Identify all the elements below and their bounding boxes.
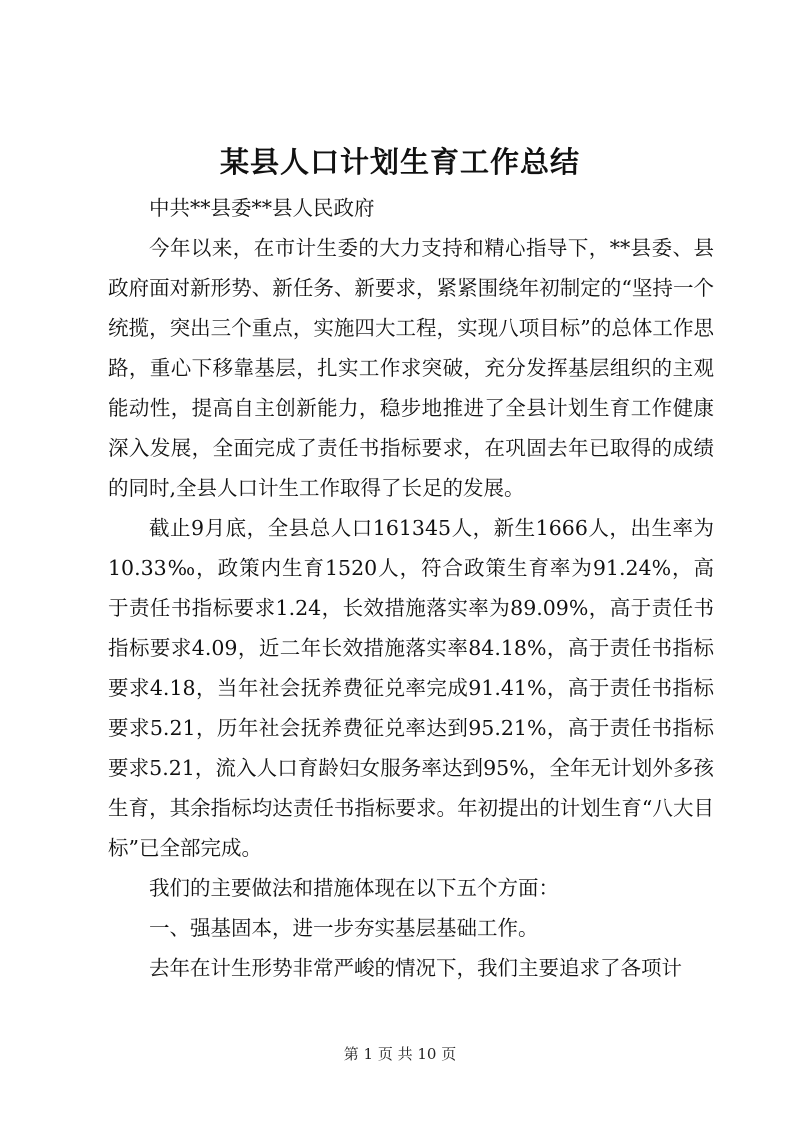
document-title: 某县人口计划生育工作总结	[219, 145, 580, 179]
paragraph-statistics: 截止9月底，全县总人口161345人，新生1666人，出生率为10.33‰，政策内生育1520人，符合政策生育率为91.24%，高于责任书指标要求1.24，长效措施落实率为89.09%，高于责任书指标要求4.09，近二年长效措施落实率84.18%，高于责任书指标要求4.18，当年社会抚养费征兑率完成91.41%，高于责任书指标要求5.21，历年社会抚养费征兑率达到95.21%，高于责任书指标要求5.21，流入人口育龄妇女服务率达到95%，全年无计划外多孩生育，其余指标均达责任书指标要求。年初提出的计划生育“八大目标”已全部完成。	[108, 516, 714, 860]
document-body	[108, 188, 714, 988]
paragraph-intro: 今年以来，在市计生委的大力支持和精心指导下，**县委、县政府面对新形势、新任务、新要求，紧紧围绕年初制定的“坚持一个统揽，突出三个重点，实施四大工程，实现八项目标”的总体工作思路，重心下移靠基层，扎实工作求突破，充分发挥基层组织的主观能动性，提高自主创新能力，稳步地推进了全县计划生育工作健康深入发展，全面完成了责任书指标要求，在巩固去年已取得的成绩的同时,全县人口计生工作取得了长足的发展。	[108, 236, 714, 500]
paragraph-measures-intro: 我们的主要做法和措施体现在以下五个方面：	[149, 876, 559, 900]
page-footer: 第 1 页 共 10 页	[343, 1045, 457, 1063]
paragraph-section-1: 去年在计生形势非常严峻的情况下，我们主要追求了各项计	[149, 956, 682, 980]
author-line: 中共**县委**县人民政府	[149, 196, 375, 220]
section-heading-1: 一、强基固本，进一步夯实基层基础工作。	[149, 916, 539, 940]
